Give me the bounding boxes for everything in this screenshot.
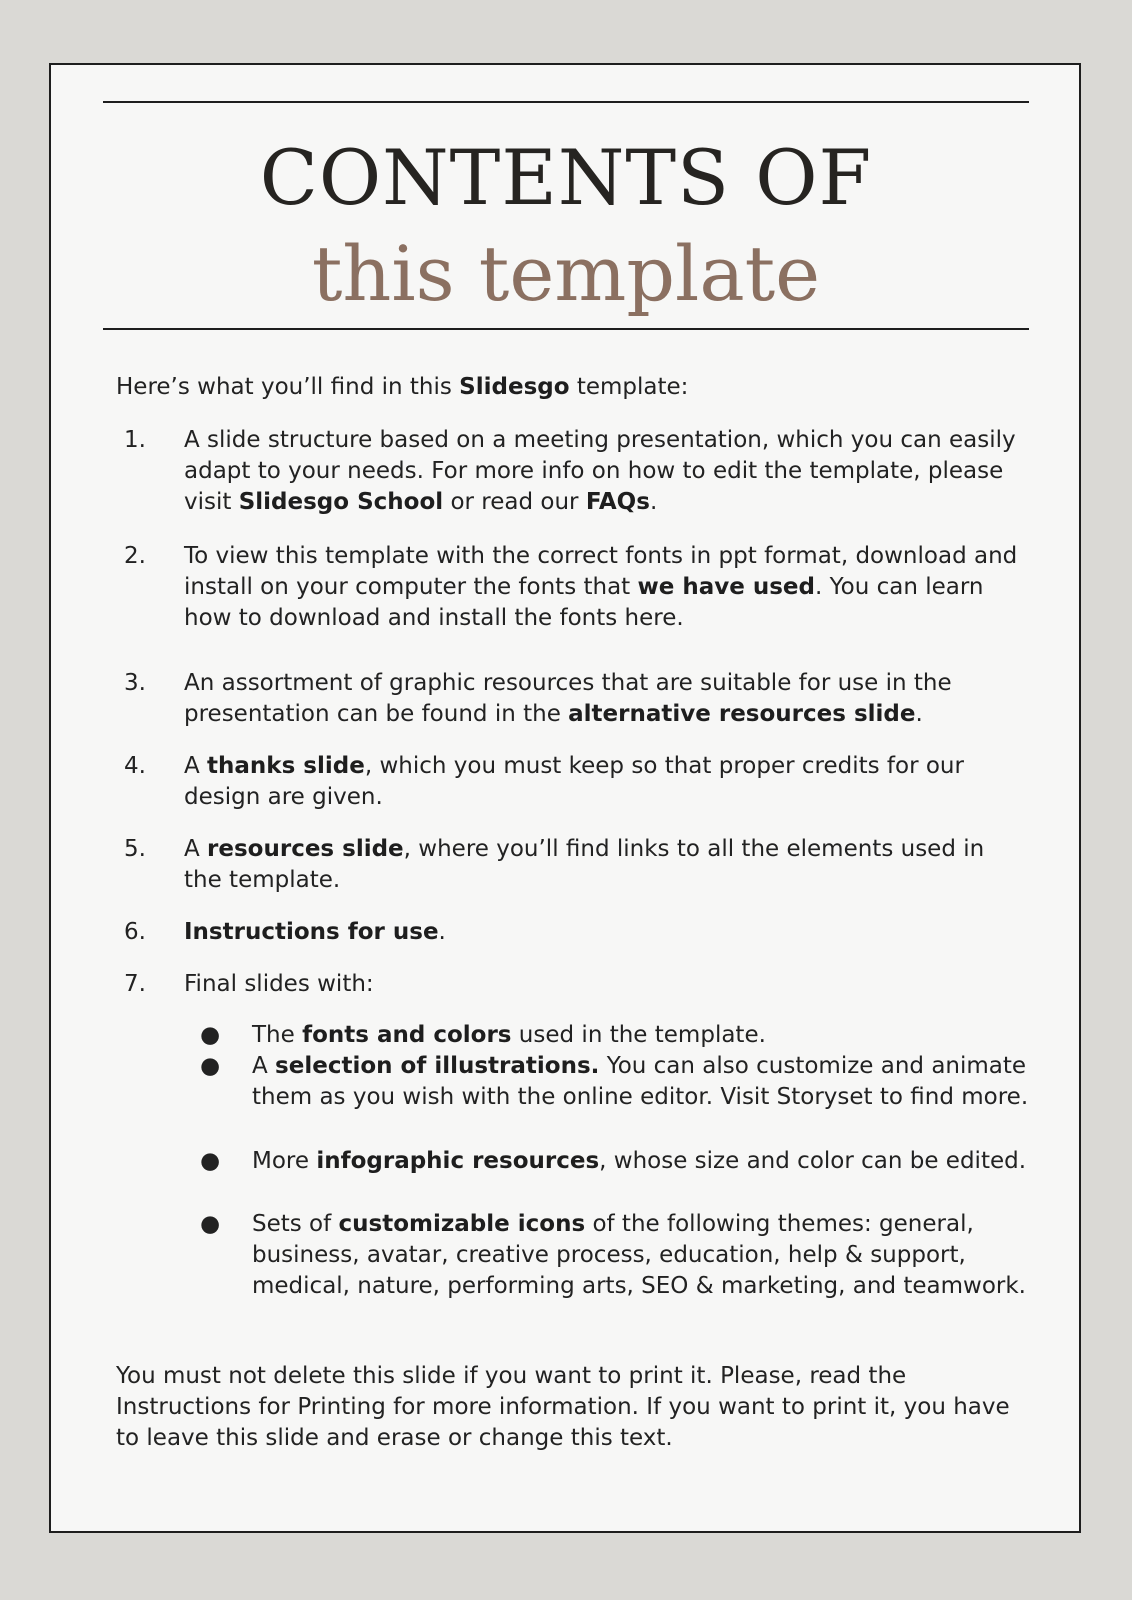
title-line-1: CONTENTS OF <box>259 133 873 222</box>
list-text: Final slides with: <box>184 971 374 997</box>
list-text: A slide structure based on a meeting presentation, which you can easily adapt to your needs. For more info on how to edit the template, please visit Slidesgo School or read our FAQs. <box>184 427 1016 515</box>
list-number: 5. <box>124 836 146 862</box>
bullet-dot-icon: ● <box>200 1053 221 1079</box>
bullet-dot-icon: ● <box>200 1022 221 1048</box>
bullet-text: Sets of customizable icons of the following themes: general, business, avatar, creative process, education, help & support, medical, nature, performing arts, SEO & marketing, and teamwork. <box>252 1211 1026 1299</box>
list-number: 7. <box>124 971 146 997</box>
link-slidesgo-school: Slidesgo School <box>238 489 444 515</box>
bullet-text: A selection of illustrations. You can also customize and animate them as you wish with the online editor. Visit Storyset to find more. <box>252 1053 1029 1110</box>
list-number: 6. <box>124 919 146 945</box>
footer-note: You must not delete this slide if you want to print it. Please, read the Instructions for Printing for more information. If you want to print it, you have to leave this slide and erase or change this text. <box>116 1363 1010 1451</box>
bullet-text: The fonts and colors used in the template. <box>252 1022 766 1048</box>
list-number: 4. <box>124 753 146 779</box>
intro-text: Here’s what you’ll find in this Slidesgo template: <box>116 374 689 400</box>
list-text: To view this template with the correct fonts in ppt format, download and install on your computer the fonts that we have used. You can learn how to download and install the fonts here. <box>184 543 1018 631</box>
bottom-rule <box>103 328 1029 330</box>
title-line-2: this template <box>311 229 821 318</box>
list-text: A thanks slide, which you must keep so that proper credits for our design are given. <box>184 753 964 810</box>
list-number: 1. <box>124 427 146 453</box>
list-text: An assortment of graphic resources that are suitable for use in the presentation can be found in the alternative resources slide. <box>184 670 952 727</box>
list-text: A resources slide, where you’ll find links to all the elements used in the template. <box>184 836 985 893</box>
brand-name: Slidesgo <box>459 374 570 400</box>
link-faqs: FAQs <box>585 489 650 515</box>
bullet-dot-icon: ● <box>200 1211 221 1237</box>
bullet-dot-icon: ● <box>200 1148 221 1174</box>
list-number: 2. <box>124 543 146 569</box>
bullet-text: More infographic resources, whose size and color can be edited. <box>252 1148 1027 1174</box>
top-rule <box>103 101 1029 103</box>
list-number: 3. <box>124 670 146 696</box>
list-text: Instructions for use. <box>184 919 446 945</box>
